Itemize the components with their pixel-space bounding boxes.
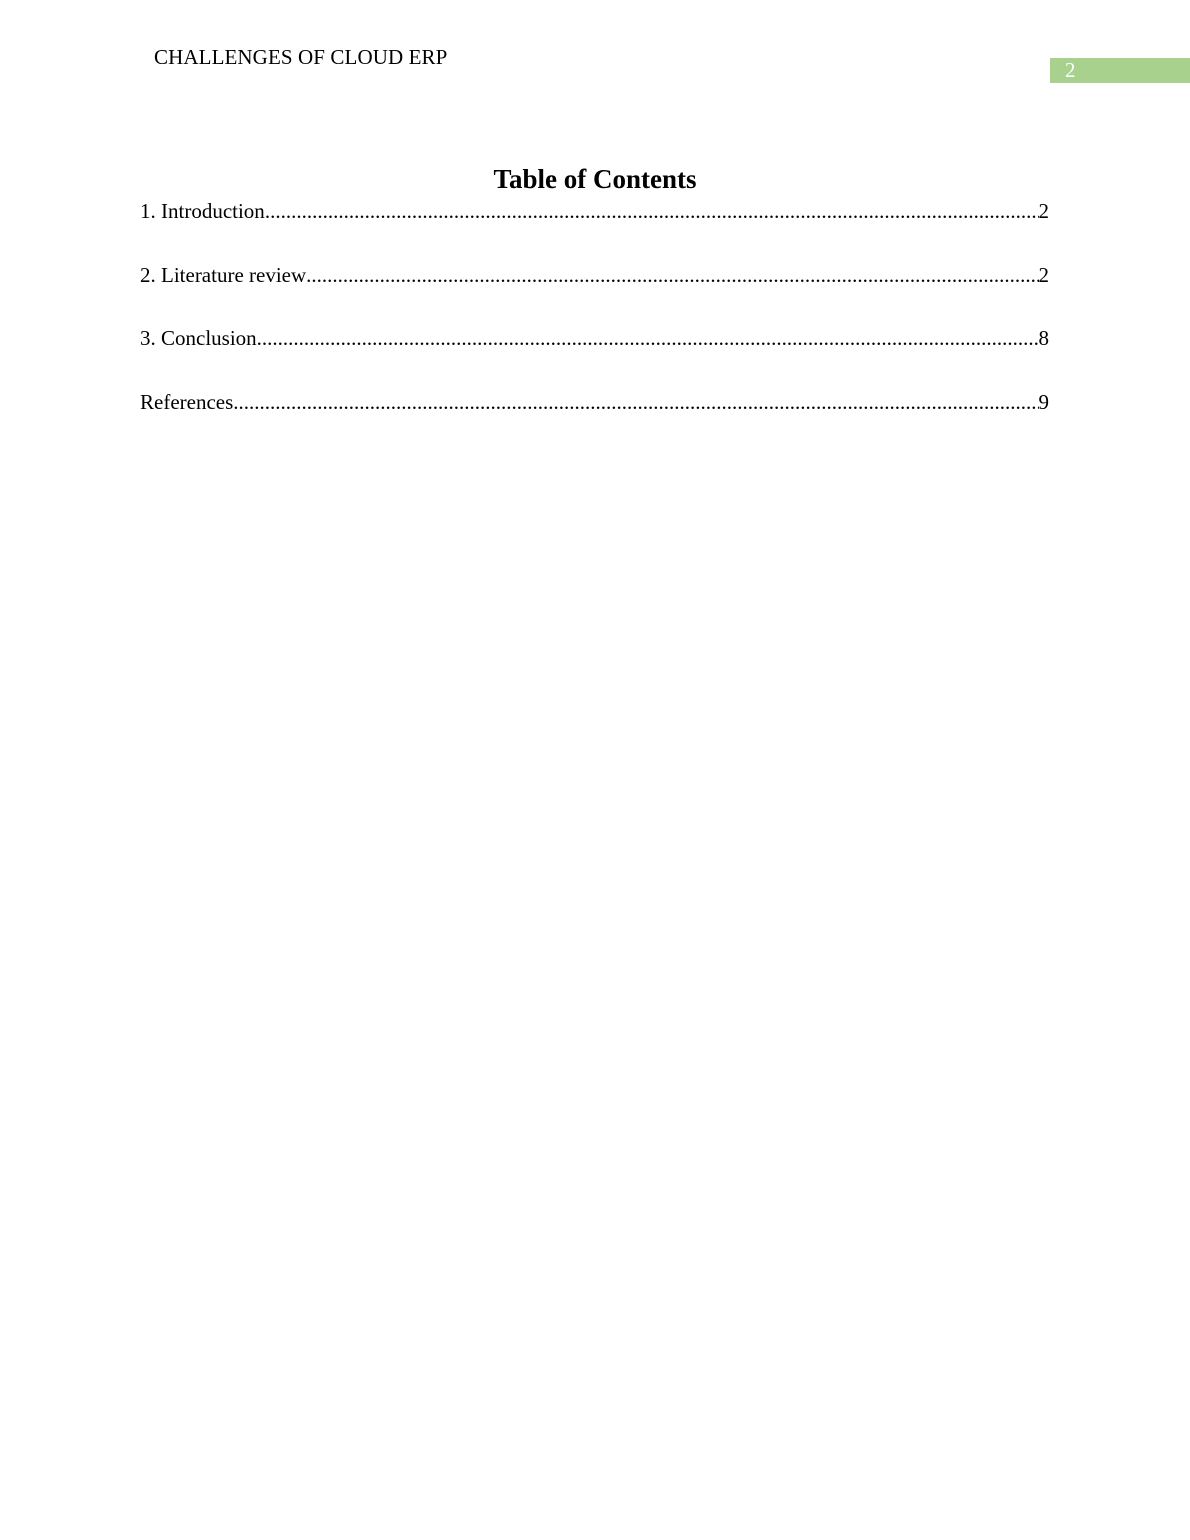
page-number-badge <box>1050 58 1190 83</box>
toc-entry-conclusion[interactable] <box>140 323 1049 353</box>
toc-entry-label: 1. Introduction <box>140 199 265 223</box>
toc-entry-page: 9 <box>1038 390 1049 415</box>
toc-dot-leader <box>233 387 1038 417</box>
toc-entry-page: 2 <box>1038 262 1049 287</box>
toc-entry-page: 2 <box>1038 199 1049 223</box>
page-number: 2 <box>1065 58 1076 82</box>
toc-dot-leader <box>257 323 1039 353</box>
toc-dot-leader <box>265 196 1039 226</box>
toc-entry-introduction[interactable] <box>140 196 1049 226</box>
toc-entry-literature-review[interactable] <box>140 260 1049 290</box>
toc-entry-page: 8 <box>1038 326 1049 351</box>
toc-dot-leader <box>306 260 1038 290</box>
toc-entry-label: 2. Literature review <box>140 262 307 287</box>
toc-title: Table of Contents <box>493 164 697 194</box>
toc-entry-label: 3. Conclusion <box>140 326 257 351</box>
toc-entry-label: References <box>140 390 234 415</box>
toc-list <box>140 196 1049 451</box>
toc-entry-references[interactable] <box>140 387 1049 417</box>
running-head: CHALLENGES OF CLOUD ERP <box>154 45 448 69</box>
